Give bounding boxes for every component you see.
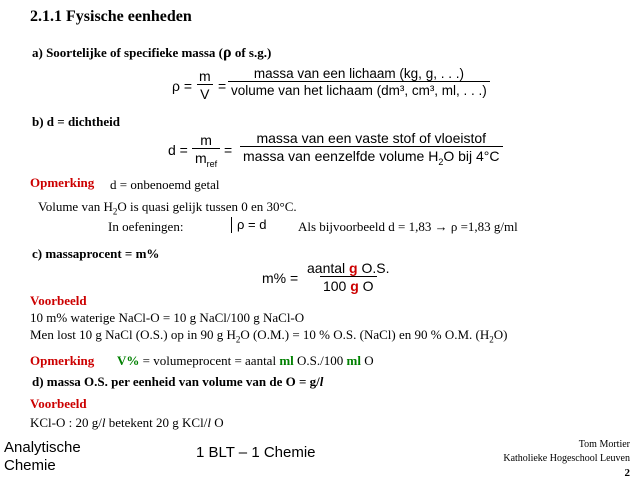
- formula-b-frac2: massa van een vaste stof of vloeistof massa van eenzelfde volume $H_2O$ bij 4°C: [240, 130, 503, 167]
- heading-c: c) massaprocent = m%: [32, 246, 160, 261]
- formula-a-frac1: $\frac{m}{V}$: [199, 68, 211, 102]
- oefeningen-formula: ρ = d: [237, 217, 267, 232]
- formula-b-frac1: m $m_{ref}$: [192, 132, 220, 169]
- opmerking-label-1: Opmerking: [30, 175, 95, 190]
- formula-a-left: ρ =: [172, 78, 193, 94]
- section-title: 2.1.1 Fysische eenheden: [30, 8, 192, 25]
- formula-c-frac: aantal g O.S. 100 g O: [307, 260, 390, 294]
- oefeningen-example: Als bijvoorbeeld d = 1,83 → ρ =1,83 g/ml: [298, 219, 518, 234]
- voorbeeld-text-2: KCl-O : 20 g/l betekent 20 g KCl/l O: [30, 415, 224, 430]
- heading-d: d) massa O.S. per eenheid van volume van de O = g/l: [32, 374, 324, 389]
- formula-b-left: d =: [168, 142, 188, 158]
- footer-right: Tom Mortier Katholieke Hogeschool Leuven 2: [503, 439, 630, 479]
- voorbeeld-label-2: Voorbeeld: [30, 396, 87, 411]
- opmerking-text-1: d = onbenoemd getal: [110, 177, 220, 192]
- voorbeeld-line-2: Men lost 10 g NaCl (O.S.) op in 90 g $H_2O$ (O.M.) = 10 % O.S. (NaCl) en 90 % O.M. $(H_2O)$: [30, 327, 508, 345]
- opmerking-text-2: V% = volumeprocent = aantal ml O.S./100 ml O: [117, 353, 374, 368]
- page-number: 2: [624, 467, 630, 479]
- footer-left: Analytische Chemie: [4, 439, 81, 474]
- formula-a-frac2: massa van een lichaam (kg, g, . . .) volume van het lichaam (dm³, cm³, ml, . . .): [228, 66, 490, 98]
- voorbeeld-label-1: Voorbeeld: [30, 293, 87, 308]
- heading-b: b) d = dichtheid: [32, 114, 120, 129]
- footer-center: 1 BLT – 1 Chemie: [196, 444, 316, 461]
- oefeningen-label: In oefeningen:: [108, 219, 184, 234]
- volume-line: Volume van $H_2O$ is quasi gelijk tussen 0 en 30°C.: [38, 199, 297, 217]
- formula-c-left: m% =: [262, 270, 299, 286]
- formula-a-equals: =: [218, 78, 227, 94]
- formula-b-equals: =: [224, 142, 233, 158]
- heading-a: a) Soortelijke of specifieke massa (ρ of s.g.): [32, 44, 272, 61]
- formula-marker: [231, 217, 232, 233]
- opmerking-label-2: Opmerking: [30, 353, 95, 368]
- voorbeeld-line-1: 10 m% waterige NaCl-O = 10 g NaCl/100 g NaCl-O: [30, 310, 305, 325]
